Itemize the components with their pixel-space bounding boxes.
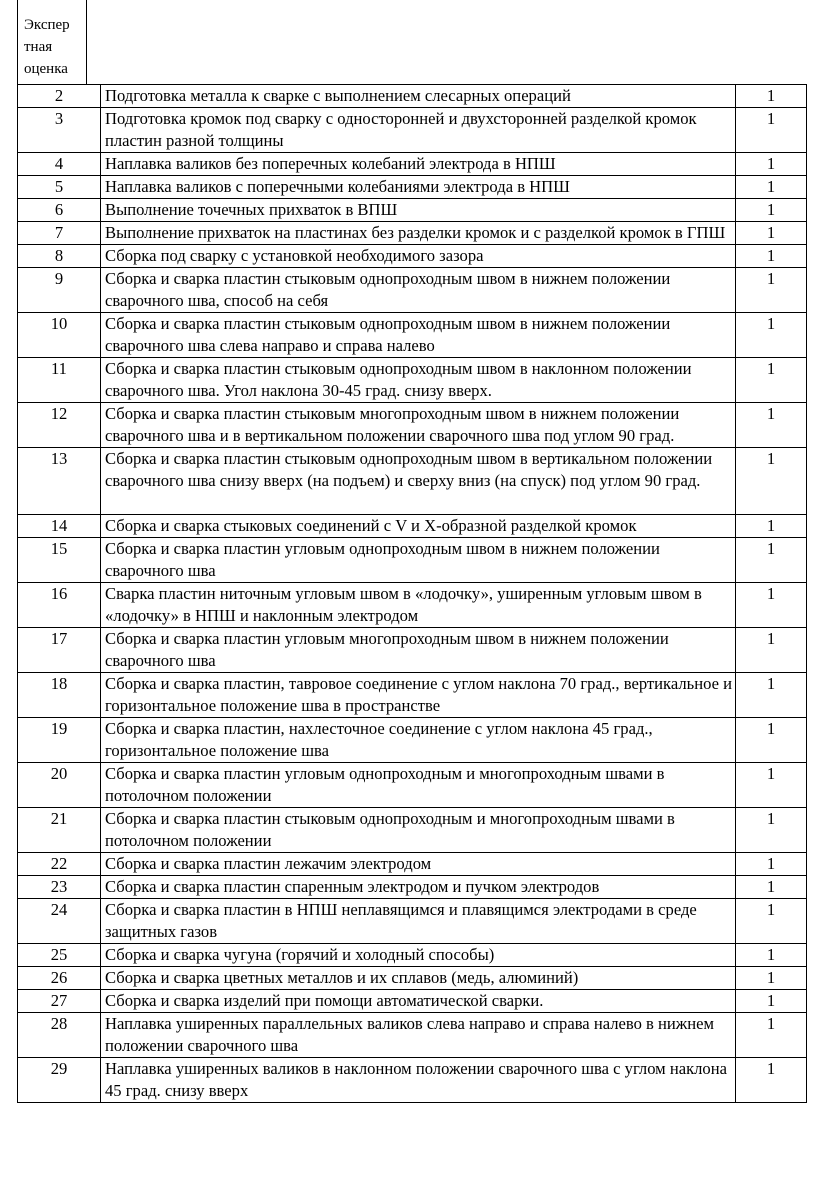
row-number: 15 bbox=[18, 538, 101, 583]
table-row bbox=[18, 853, 807, 876]
table-row bbox=[18, 403, 807, 448]
table-row bbox=[18, 944, 807, 967]
operation-description: Сборка и сварка пластин в НПШ неплавящимся и плавящимся электродами в среде защитных газов bbox=[101, 899, 736, 944]
row-number: 2 bbox=[18, 85, 101, 108]
operation-description: Сборка и сварка цветных металлов и их сплавов (медь, алюминий) bbox=[101, 967, 736, 990]
operation-description: Выполнение точечных прихваток в ВПШ bbox=[101, 199, 736, 222]
table-row bbox=[18, 85, 807, 108]
row-number: 18 bbox=[18, 673, 101, 718]
table-row bbox=[18, 876, 807, 899]
row-number: 17 bbox=[18, 628, 101, 673]
operation-description: Сборка и сварка чугуна (горячий и холодный способы) bbox=[101, 944, 736, 967]
operation-description: Сборка и сварка изделий при помощи автоматической сварки. bbox=[101, 990, 736, 1013]
operation-description: Сборка и сварка пластин угловым однопроходным швом в нижнем положении сварочного шва bbox=[101, 538, 736, 583]
operation-description: Сборка и сварка пластин стыковым многопроходным швом в нижнем положении сварочного шва и в вертикальном положении сварочного шва под углом 90 град. bbox=[101, 403, 736, 448]
score-cell: 1 bbox=[736, 899, 807, 944]
row-number: 11 bbox=[18, 358, 101, 403]
table-row bbox=[18, 358, 807, 403]
operation-description: Сборка и сварка пластин стыковым однопроходным швом в нижнем положении сварочного шва слева направо и справа налево bbox=[101, 313, 736, 358]
table-row bbox=[18, 673, 807, 718]
score-cell: 1 bbox=[736, 515, 807, 538]
score-cell: 1 bbox=[736, 718, 807, 763]
score-cell: 1 bbox=[736, 222, 807, 245]
table-row bbox=[18, 763, 807, 808]
table-row bbox=[18, 199, 807, 222]
row-number: 21 bbox=[18, 808, 101, 853]
operation-description: Сборка и сварка пластин стыковым однопроходным швом в нижнем положении сварочного шва, способ на себя bbox=[101, 268, 736, 313]
row-number: 16 bbox=[18, 583, 101, 628]
score-cell: 1 bbox=[736, 245, 807, 268]
table-row bbox=[18, 515, 807, 538]
table-row bbox=[18, 899, 807, 944]
table-row bbox=[18, 583, 807, 628]
operation-description: Сборка под сварку с установкой необходимого зазора bbox=[101, 245, 736, 268]
row-number: 3 bbox=[18, 108, 101, 153]
table-row bbox=[18, 176, 807, 199]
operation-description: Наплавка валиков без поперечных колебаний электрода в НПШ bbox=[101, 153, 736, 176]
row-number: 25 bbox=[18, 944, 101, 967]
operation-description: Сборка и сварка пластин спаренным электродом и пучком электродов bbox=[101, 876, 736, 899]
table-row bbox=[18, 153, 807, 176]
table-row bbox=[18, 245, 807, 268]
row-number: 24 bbox=[18, 899, 101, 944]
operation-description: Подготовка металла к сварке с выполнением слесарных операций bbox=[101, 85, 736, 108]
row-number: 9 bbox=[18, 268, 101, 313]
table-header bbox=[17, 0, 801, 84]
row-number: 23 bbox=[18, 876, 101, 899]
row-number: 7 bbox=[18, 222, 101, 245]
table-row bbox=[18, 222, 807, 245]
row-number: 27 bbox=[18, 990, 101, 1013]
row-number: 12 bbox=[18, 403, 101, 448]
table-row bbox=[18, 1058, 807, 1103]
score-cell: 1 bbox=[736, 763, 807, 808]
row-number: 4 bbox=[18, 153, 101, 176]
table-row bbox=[18, 448, 807, 515]
operation-description: Сборка и сварка пластин лежачим электродом bbox=[101, 853, 736, 876]
score-cell: 1 bbox=[736, 1058, 807, 1103]
operation-description: Сборка и сварка пластин, тавровое соединение с углом наклона 70 град., вертикальное и горизонтальное положение шва в пространстве bbox=[101, 673, 736, 718]
operation-description: Сборка и сварка пластин угловым многопроходным швом в нижнем положении сварочного шва bbox=[101, 628, 736, 673]
row-number: 22 bbox=[18, 853, 101, 876]
score-cell: 1 bbox=[736, 268, 807, 313]
table-row bbox=[18, 268, 807, 313]
operation-description: Подготовка кромок под сварку с односторонней и двухсторонней разделкой кромок пластин разной толщины bbox=[101, 108, 736, 153]
score-cell: 1 bbox=[736, 199, 807, 222]
operation-description: Сборка и сварка пластин угловым однопроходным и многопроходным швами в потолочном положении bbox=[101, 763, 736, 808]
row-number: 20 bbox=[18, 763, 101, 808]
row-number: 14 bbox=[18, 515, 101, 538]
row-number: 29 bbox=[18, 1058, 101, 1103]
document-page bbox=[17, 0, 801, 1103]
row-number: 8 bbox=[18, 245, 101, 268]
operation-description: Выполнение прихваток на пластинах без разделки кромок и с разделкой кромок в ГПШ bbox=[101, 222, 736, 245]
score-cell: 1 bbox=[736, 403, 807, 448]
table-row bbox=[18, 313, 807, 358]
table-row bbox=[18, 538, 807, 583]
operation-description: Сборка и сварка пластин стыковым однопроходным швом в вертикальном положении сварочного шва снизу вверх (на подъем) и сверху вниз (на спуск) под углом 90 град. bbox=[101, 448, 736, 515]
row-number: 10 bbox=[18, 313, 101, 358]
table-row bbox=[18, 108, 807, 153]
table-row bbox=[18, 1013, 807, 1058]
score-cell: 1 bbox=[736, 358, 807, 403]
row-number: 13 bbox=[18, 448, 101, 515]
score-cell: 1 bbox=[736, 628, 807, 673]
row-number: 6 bbox=[18, 199, 101, 222]
operation-description: Сварка пластин ниточным угловым швом в «лодочку», уширенным угловым швом в «лодочку» в НПШ и наклонным электродом bbox=[101, 583, 736, 628]
operation-description: Сборка и сварка пластин, нахлесточное соединение с углом наклона 45 град., горизонтальное положение шва bbox=[101, 718, 736, 763]
operation-description: Наплавка уширенных валиков в наклонном положении сварочного шва с углом наклона 45 град. снизу вверх bbox=[101, 1058, 736, 1103]
row-number: 26 bbox=[18, 967, 101, 990]
operation-description: Сборка и сварка стыковых соединений с V и X-образной разделкой кромок bbox=[101, 515, 736, 538]
table-row bbox=[18, 718, 807, 763]
score-cell: 1 bbox=[736, 808, 807, 853]
score-cell: 1 bbox=[736, 583, 807, 628]
operation-description: Сборка и сварка пластин стыковым однопроходным и многопроходным швами в потолочном положении bbox=[101, 808, 736, 853]
score-cell: 1 bbox=[736, 853, 807, 876]
table-row bbox=[18, 990, 807, 1013]
row-number: 5 bbox=[18, 176, 101, 199]
table-row bbox=[18, 808, 807, 853]
score-cell: 1 bbox=[736, 313, 807, 358]
operation-description: Наплавка уширенных параллельных валиков слева направо и справа налево в нижнем положении сварочного шва bbox=[101, 1013, 736, 1058]
score-cell: 1 bbox=[736, 448, 807, 515]
row-number: 28 bbox=[18, 1013, 101, 1058]
expert-evaluation-header: Экспер тная оценка bbox=[17, 0, 87, 84]
score-cell: 1 bbox=[736, 108, 807, 153]
score-cell: 1 bbox=[736, 967, 807, 990]
score-cell: 1 bbox=[736, 85, 807, 108]
score-cell: 1 bbox=[736, 944, 807, 967]
operations-table bbox=[17, 84, 807, 1103]
score-cell: 1 bbox=[736, 153, 807, 176]
score-cell: 1 bbox=[736, 538, 807, 583]
score-cell: 1 bbox=[736, 990, 807, 1013]
table-row bbox=[18, 628, 807, 673]
table-row bbox=[18, 967, 807, 990]
score-cell: 1 bbox=[736, 876, 807, 899]
operation-description: Наплавка валиков с поперечными колебаниями электрода в НПШ bbox=[101, 176, 736, 199]
row-number: 19 bbox=[18, 718, 101, 763]
operation-description: Сборка и сварка пластин стыковым однопроходным швом в наклонном положении сварочного шва. Угол наклона 30-45 град. снизу вверх. bbox=[101, 358, 736, 403]
score-cell: 1 bbox=[736, 176, 807, 199]
score-cell: 1 bbox=[736, 673, 807, 718]
score-cell: 1 bbox=[736, 1013, 807, 1058]
